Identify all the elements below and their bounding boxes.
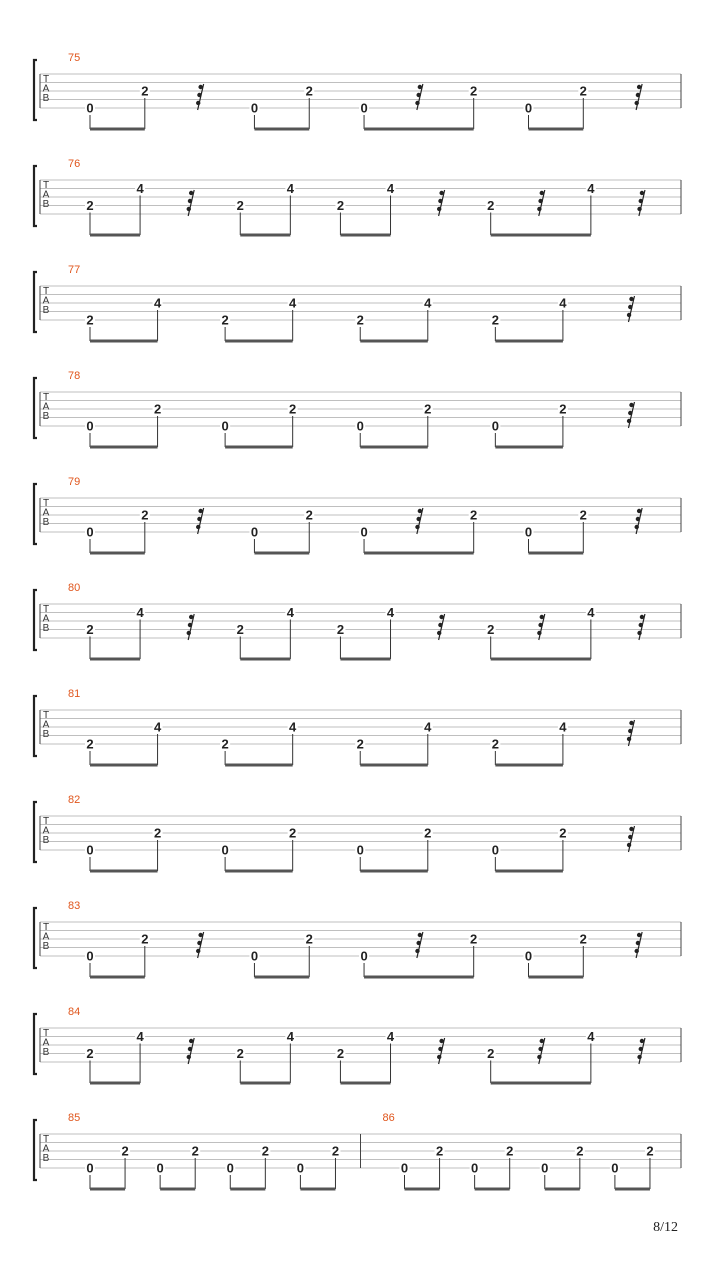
- rest-flag-dot: [637, 933, 641, 937]
- measure-number: 77: [68, 264, 81, 276]
- tab-clef-letter: A: [42, 507, 50, 519]
- fret-number: 2: [331, 1143, 340, 1159]
- tab-clef-letter: B: [42, 1047, 50, 1058]
- rest-flag-dot: [197, 93, 201, 97]
- fret-number: 4: [559, 719, 567, 735]
- page-number: 8/12: [653, 1220, 678, 1235]
- fret-number: 2: [141, 507, 149, 523]
- fret-number: 2: [424, 825, 432, 841]
- fret-number: 0: [400, 1160, 409, 1176]
- fret-number: 4: [424, 295, 432, 311]
- measure-number: 79: [68, 476, 81, 488]
- fret-number: 2: [579, 931, 587, 947]
- rest-flag-dot: [418, 933, 422, 937]
- rest-flag-dot: [189, 615, 193, 619]
- rest-flag-dot: [538, 623, 542, 627]
- rest-flag-dot: [636, 93, 640, 97]
- rest-flag-dot: [196, 949, 200, 953]
- fret-number: 2: [121, 1143, 129, 1159]
- rest-flag-dot: [629, 297, 633, 301]
- rest-flag-dot: [437, 631, 441, 635]
- system-bracket: [34, 696, 37, 756]
- fret-number: 4: [153, 295, 162, 311]
- fret-number: 4: [424, 719, 432, 735]
- fret-number: 2: [86, 736, 94, 752]
- tab-clef-letter: B: [42, 199, 50, 210]
- fret-number: 0: [86, 418, 94, 434]
- rest-flag-dot: [639, 199, 643, 203]
- rest-flag-dot: [540, 1039, 544, 1043]
- fret-number: 2: [336, 622, 345, 637]
- fret-number: 0: [356, 842, 364, 858]
- tab-clef-letter: B: [42, 729, 50, 740]
- rest-flag-dot: [537, 1055, 541, 1059]
- fret-number: 2: [191, 1143, 199, 1159]
- fret-number: 2: [305, 507, 313, 523]
- fret-number: 2: [153, 825, 162, 841]
- fret-number: 2: [491, 312, 499, 328]
- fret-number: 4: [386, 1029, 395, 1044]
- fret-number: 2: [86, 622, 94, 637]
- tab-clef-letter: B: [42, 411, 50, 422]
- rest-flag-dot: [628, 305, 632, 309]
- rest-flag-dot: [416, 517, 420, 521]
- fret-number: 4: [386, 181, 395, 196]
- fret-number: 0: [86, 842, 94, 858]
- tab-clef-letter: B: [42, 305, 50, 316]
- tab-clef-letter: A: [42, 1037, 50, 1049]
- rest-flag-dot: [187, 1055, 191, 1059]
- fret-number: 0: [226, 1160, 234, 1176]
- measure-number: 84: [68, 1006, 81, 1018]
- rest-flag-dot: [418, 509, 422, 513]
- tab-clef-letter: T: [42, 286, 50, 297]
- tab-clef-letter: A: [42, 401, 50, 413]
- fret-number: 2: [506, 1143, 514, 1159]
- rest-flag-dot: [639, 623, 643, 627]
- rest-flag-dot: [439, 1039, 443, 1043]
- fret-number: 2: [435, 1143, 444, 1159]
- tab-clef-letter: B: [42, 1153, 50, 1164]
- rest-flag-dot: [438, 1047, 442, 1051]
- tab-clef-letter: T: [42, 74, 50, 85]
- tab-clef-letter: A: [42, 825, 50, 837]
- measure-number: 78: [68, 370, 81, 382]
- rest-flag-dot: [438, 199, 442, 203]
- fret-number: 0: [86, 1160, 94, 1176]
- rest-flag-dot: [197, 941, 201, 945]
- measure-number: 85: [68, 1112, 81, 1124]
- measure-number: 81: [68, 688, 81, 700]
- fret-number: 4: [136, 1029, 144, 1044]
- fret-number: 4: [289, 295, 297, 311]
- system-bracket: [34, 484, 37, 544]
- rest-flag-dot: [640, 191, 644, 195]
- rest-flag-dot: [637, 207, 641, 211]
- rest-flag-dot: [629, 403, 633, 407]
- measure-number: 80: [68, 582, 81, 594]
- fret-number: 2: [579, 507, 587, 523]
- rest-flag-dot: [439, 615, 443, 619]
- fret-number: 2: [470, 931, 478, 947]
- fret-number: 2: [356, 736, 364, 752]
- rest-flag-dot: [627, 419, 631, 423]
- system-bracket: [34, 1014, 37, 1074]
- fret-number: 4: [587, 181, 595, 196]
- fret-number: 2: [305, 83, 313, 99]
- rest-flag-dot: [627, 737, 631, 741]
- fret-number: 4: [286, 605, 294, 620]
- system-bracket: [34, 590, 37, 650]
- fret-number: 2: [470, 507, 478, 523]
- fret-number: 0: [360, 524, 368, 540]
- fret-number: 2: [491, 736, 499, 752]
- fret-number: 2: [336, 198, 345, 213]
- tab-clef-letter: T: [42, 498, 50, 509]
- rest-flag-dot: [640, 615, 644, 619]
- rest-flag-dot: [416, 93, 420, 97]
- fret-number: 4: [136, 181, 144, 196]
- fret-number: 2: [236, 198, 244, 213]
- tab-clef-letter: B: [42, 517, 50, 528]
- fret-number: 0: [611, 1160, 619, 1176]
- fret-number: 2: [336, 1046, 345, 1061]
- rest-flag-dot: [196, 525, 200, 529]
- fret-number: 0: [541, 1160, 549, 1176]
- rest-flag-dot: [635, 949, 639, 953]
- fret-number: 2: [236, 622, 244, 637]
- rest-flag-dot: [637, 1055, 641, 1059]
- rest-flag-dot: [439, 191, 443, 195]
- fret-number: 2: [487, 622, 495, 637]
- rest-flag-dot: [416, 941, 420, 945]
- tab-clef-letter: A: [42, 189, 50, 201]
- tab-clef-letter: T: [42, 180, 50, 191]
- rest-flag-dot: [537, 207, 541, 211]
- rest-flag-dot: [637, 85, 641, 89]
- tab-clef-letter: A: [42, 719, 50, 731]
- rest-flag-dot: [415, 525, 419, 529]
- tab-clef-letter: B: [42, 93, 50, 104]
- fret-number: 2: [559, 401, 567, 417]
- fret-number: 2: [261, 1143, 269, 1159]
- rest-flag-dot: [538, 1047, 542, 1051]
- fret-number: 4: [587, 605, 595, 620]
- measure-number: 75: [68, 52, 81, 64]
- fret-number: 0: [524, 524, 533, 540]
- rest-flag-dot: [635, 101, 639, 105]
- fret-number: 2: [221, 312, 229, 328]
- rest-flag-dot: [437, 1055, 441, 1059]
- fret-number: 2: [86, 312, 94, 328]
- system-bracket: [34, 802, 37, 862]
- measure-number: 76: [68, 158, 81, 170]
- rest-flag-dot: [198, 933, 202, 937]
- fret-number: 2: [236, 1046, 244, 1061]
- fret-number: 2: [289, 825, 297, 841]
- tab-clef-letter: T: [42, 604, 50, 615]
- rest-flag-dot: [637, 509, 641, 513]
- fret-number: 0: [524, 948, 533, 964]
- fret-number: 2: [153, 401, 162, 417]
- fret-number: 0: [86, 100, 94, 116]
- fret-number: 4: [289, 719, 297, 735]
- fret-number: 2: [487, 1046, 495, 1061]
- tab-clef-letter: A: [42, 295, 50, 307]
- rest-flag-dot: [188, 199, 192, 203]
- fret-number: 2: [221, 736, 229, 752]
- tab-clef-letter: T: [42, 1028, 50, 1039]
- system-bracket: [34, 60, 37, 120]
- rest-flag-dot: [640, 1039, 644, 1043]
- fret-number: 2: [305, 931, 313, 947]
- fret-number: 0: [356, 418, 364, 434]
- rest-flag-dot: [628, 729, 632, 733]
- fret-number: 0: [86, 948, 94, 964]
- tab-clef-letter: A: [42, 931, 50, 943]
- fret-number: 0: [491, 418, 499, 434]
- fret-number: 2: [289, 401, 297, 417]
- rest-flag-dot: [418, 85, 422, 89]
- rest-flag-dot: [188, 623, 192, 627]
- fret-number: 0: [471, 1160, 479, 1176]
- fret-number: 0: [86, 524, 94, 540]
- rest-flag-dot: [189, 191, 193, 195]
- fret-number: 0: [156, 1160, 164, 1176]
- rest-flag-dot: [415, 949, 419, 953]
- rest-flag-dot: [540, 615, 544, 619]
- rest-flag-dot: [636, 517, 640, 521]
- rest-flag-dot: [635, 525, 639, 529]
- fret-number: 4: [559, 295, 567, 311]
- fret-number: 0: [221, 842, 229, 858]
- rest-flag-dot: [629, 721, 633, 725]
- system-bracket: [34, 272, 37, 332]
- tab-clef-letter: T: [42, 392, 50, 403]
- tab-clef-letter: T: [42, 710, 50, 721]
- rest-flag-dot: [415, 101, 419, 105]
- fret-number: 0: [491, 842, 499, 858]
- rest-flag-dot: [637, 631, 641, 635]
- fret-number: 2: [86, 1046, 94, 1061]
- fret-number: 0: [250, 948, 259, 964]
- tab-clef-letter: B: [42, 623, 50, 634]
- fret-number: 4: [136, 605, 144, 620]
- rest-flag-dot: [537, 631, 541, 635]
- system-bracket: [34, 908, 37, 968]
- system-bracket: [34, 378, 37, 438]
- rest-flag-dot: [187, 631, 191, 635]
- fret-number: 0: [250, 524, 259, 540]
- measure-number: 86: [382, 1112, 395, 1124]
- rest-flag-dot: [629, 827, 633, 831]
- fret-number: 4: [286, 181, 294, 196]
- rest-flag-dot: [627, 843, 631, 847]
- measure-number: 83: [68, 900, 81, 912]
- fret-number: 4: [587, 1029, 595, 1044]
- fret-number: 2: [646, 1143, 654, 1159]
- fret-number: 0: [360, 948, 368, 964]
- tab-clef-letter: B: [42, 835, 50, 846]
- rest-flag-dot: [188, 1047, 192, 1051]
- rest-flag-dot: [639, 1047, 643, 1051]
- tab-clef-letter: T: [42, 1134, 50, 1145]
- fret-number: 2: [470, 83, 478, 99]
- fret-number: 0: [221, 418, 229, 434]
- fret-number: 2: [559, 825, 567, 841]
- rest-flag-dot: [198, 85, 202, 89]
- tab-clef-letter: A: [42, 1143, 50, 1155]
- fret-number: 2: [356, 312, 364, 328]
- fret-number: 2: [141, 83, 149, 99]
- fret-number: 0: [360, 100, 368, 116]
- rest-flag-dot: [189, 1039, 193, 1043]
- fret-number: 2: [424, 401, 432, 417]
- tab-clef-letter: B: [42, 941, 50, 952]
- fret-number: 2: [141, 931, 149, 947]
- rest-flag-dot: [628, 411, 632, 415]
- rest-flag-dot: [198, 509, 202, 513]
- rest-flag-dot: [628, 835, 632, 839]
- fret-number: 2: [576, 1143, 584, 1159]
- rest-flag-dot: [438, 623, 442, 627]
- system-bracket: [34, 1120, 37, 1180]
- fret-number: 4: [153, 719, 162, 735]
- fret-number: 0: [524, 100, 533, 116]
- fret-number: 2: [579, 83, 587, 99]
- rest-flag-dot: [627, 313, 631, 317]
- rest-flag-dot: [437, 207, 441, 211]
- fret-number: 4: [386, 605, 395, 620]
- measure-number: 82: [68, 794, 81, 806]
- rest-flag-dot: [196, 101, 200, 105]
- fret-number: 2: [86, 198, 94, 213]
- rest-flag-dot: [540, 191, 544, 195]
- fret-number: 0: [296, 1160, 305, 1176]
- fret-number: 4: [286, 1029, 294, 1044]
- system-bracket: [34, 166, 37, 226]
- rest-flag-dot: [538, 199, 542, 203]
- tab-clef-letter: A: [42, 83, 50, 95]
- tab-clef-letter: T: [42, 922, 50, 933]
- rest-flag-dot: [187, 207, 191, 211]
- tab-clef-letter: T: [42, 816, 50, 827]
- rest-flag-dot: [636, 941, 640, 945]
- rest-flag-dot: [197, 517, 201, 521]
- fret-number: 2: [487, 198, 495, 213]
- fret-number: 0: [250, 100, 259, 116]
- tab-clef-letter: A: [42, 613, 50, 625]
